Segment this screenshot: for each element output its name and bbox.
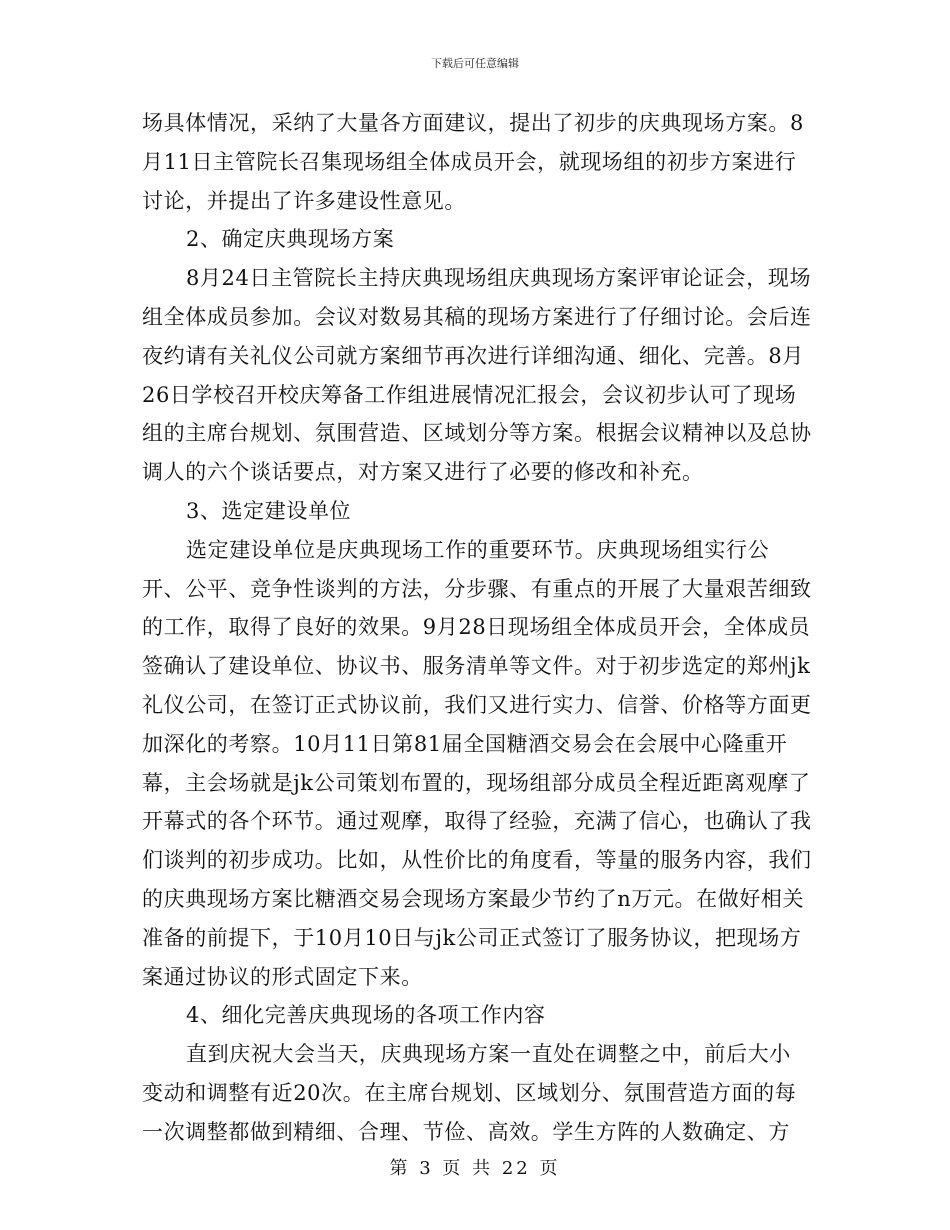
section-heading-2: 2、确定庆典现场方案 — [186, 227, 395, 252]
section-heading-3: 3、选定建设单位 — [186, 498, 352, 523]
document-body — [142, 104, 812, 1152]
paragraph-refine-work: 直到庆祝大会当天，庆典现场方案一直处在调整之中，前后大小变动和调整有近20次。在主席台规划、区域划分、氛围营造方面的每一次调整都做到精细、合理、节俭、高效。学生方阵的人数确定、方 — [142, 1042, 797, 1144]
page-number: 第 3 页 共 22 页 — [389, 1158, 561, 1179]
section-heading-4: 4、细化完善庆典现场的各项工作内容 — [186, 1003, 546, 1028]
page-header-note: 下载后可任意编辑 — [431, 57, 519, 70]
paragraph-continued: 场具体情况，采纳了大量各方面建议，提出了初步的庆典现场方案。8月11日主管院长召集现场组全体成员开会，就现场组的初步方案进行讨论，并提出了许多建设性意见。 — [142, 111, 804, 213]
paragraph-select-contractor: 选定建设单位是庆典现场工作的重要环节。庆典现场组实行公开、公平、竞争性谈判的方法，分步骤、有重点的开展了大量艰苦细致的工作，取得了良好的效果。9月28日现场组全体成员开会，全体成员签确认了建设单位、协议书、服务清单等文件。对于初步选定的郑州jk礼仪公司，在签订正式协议前，我们又进行实力、信誉、价格等方面更加深化的考察。10月11日第81届全国糖酒交易会在会展中心隆重开幕，主会场就是jk公司策划布置的，现场组部分成员全程近距离观摩了开幕式的各个环节。通过观摩，取得了经验，充满了信心，也确认了我们谈判的初步成功。比如，从性价比的角度看，等量的服务内容，我们的庆典现场方案比糖酒交易会现场方案最少节约了n万元。在做好相关准备的前提下，于10月10日与jk公司正式签订了服务协议，把现场方案通过协议的形式固定下来。 — [142, 537, 812, 989]
paragraph-confirm-plan: 8月24日主管院长主持庆典现场组庆典现场方案评审论证会，现场组全体成员参加。会议对数易其稿的现场方案进行了仔细讨论。会后连夜约请有关礼仪公司就方案细节再次进行详细沟通、细化、完善。8月26日学校召开校庆筹备工作组进展情况汇报会，会议初步认可了现场组的主席台规划、氛围营造、区域划分等方案。根据会议精神以及总协调人的六个谈话要点，对方案又进行了必要的修改和补充。 — [142, 266, 812, 485]
